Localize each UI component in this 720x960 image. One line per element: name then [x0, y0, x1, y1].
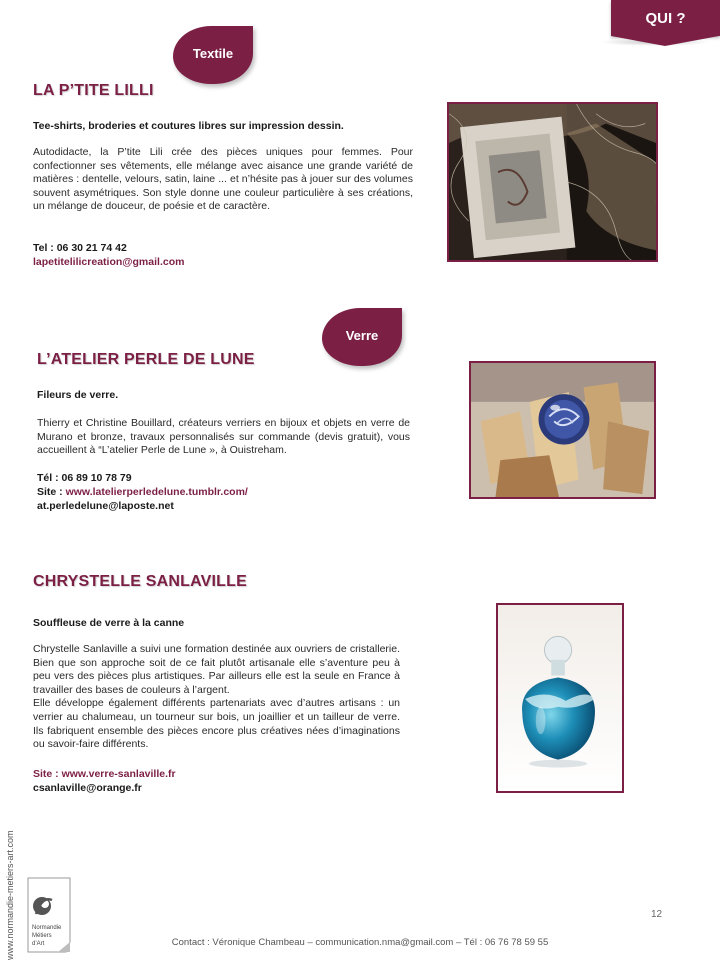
nma-logo [26, 876, 72, 954]
artisan-description [33, 643, 400, 752]
artisan-phone: Tél : 06 89 10 78 79 [37, 472, 132, 484]
blue-glass-perfume-bottle-photo [496, 603, 624, 793]
footer-contact: Contact : Véronique Chambeau – communication.nma@gmail.com – Tél : 06 76 78 59 55 [171, 937, 549, 948]
vertical-website-url[interactable]: www.normandie-metiers-art.com [5, 830, 15, 960]
artisan-site [37, 485, 248, 499]
artisan-title: LA P’TITE LILLI [33, 82, 154, 99]
category-tag-textile [173, 26, 253, 84]
category-label: Verre [345, 327, 379, 343]
artisan-title: L’ATELIER PERLE DE LUNE [37, 351, 255, 368]
logo-line: Métiers [32, 933, 52, 939]
site-link[interactable]: Site : www.verre-sanlaville.fr [33, 768, 176, 780]
ribbon-tail [611, 36, 719, 46]
logo-line: Normandie [32, 925, 62, 931]
site-link[interactable]: www.latelierperledelune.tumblr.com/ [65, 486, 248, 498]
page-number: 12 [651, 909, 663, 920]
artisan-subtitle: Souffleuse de verre à la canne [33, 617, 185, 629]
artisan-description [33, 146, 413, 214]
description-paragraph: Autodidacte, la P’tite Lili crée des pièces uniques pour femmes. Pour confectionner ses vêtements, elle mélange avec aisance une grande variété de matières : dentelle, velours, satin, laine ... et n’hésite pas à jouer sur des volumes souvent asymétriques. Son style donne une couleur particulière à ses créations, un mélange de douceur, de poésie et de caractère. [33, 146, 413, 213]
artisan-email-link[interactable]: csanlaville@orange.fr [33, 782, 142, 794]
category-tag-verre [322, 308, 402, 366]
category-label: Textile [192, 45, 234, 61]
ribbon-label: QUI ? [645, 9, 686, 27]
artisan-phone: Tel : 06 30 21 74 42 [33, 242, 127, 254]
artisan-email-link[interactable]: at.perledelune@laposte.net [37, 500, 174, 512]
artisan-subtitle: Tee-shirts, broderies et coutures libres sur impression dessin. [33, 120, 344, 132]
lace-textile-photo [447, 102, 658, 262]
artisan-subtitle: Fileurs de verre. [37, 389, 119, 401]
qui-ribbon [611, 0, 720, 36]
logo-line: d’Art [32, 941, 45, 947]
description-paragraph: Chrystelle Sanlaville a suivi une formation destinée aux ouvriers de cristallerie. Bien que son approche soit de ce fait plutôt artisanale elle s’aventure peu à peu vers des pièces plus artistiques. Par ailleurs elle est la seule en France à travailler des bases de couleurs à l’argent. [33, 643, 400, 696]
artisan-email-link[interactable]: lapetitelilicreation@gmail.com [33, 256, 185, 268]
artisan-title: CHRYSTELLE SANLAVILLE [33, 573, 247, 590]
description-paragraph: Thierry et Christine Bouillard, créateurs verriers en bijoux et objets en verre de Murano et bronze, travaux personnalisés sur commande (devis gratuit), vous accueillent à “L’atelier Perle de Lune », à Ouistreham. [37, 417, 410, 457]
site-label: Site : [37, 486, 66, 498]
artisan-description [37, 417, 410, 458]
glass-bead-on-wood-photo [469, 361, 656, 499]
description-paragraph: Elle développe également différents partenariats avec d’autres artisans : un verrier au chalumeau, un tourneur sur bois, un joaillier et un tailleur de verre. Ils fabriquent ensemble des pièces encore plus créatives nées d’imaginations ou savoir-faire différents. [33, 697, 400, 751]
